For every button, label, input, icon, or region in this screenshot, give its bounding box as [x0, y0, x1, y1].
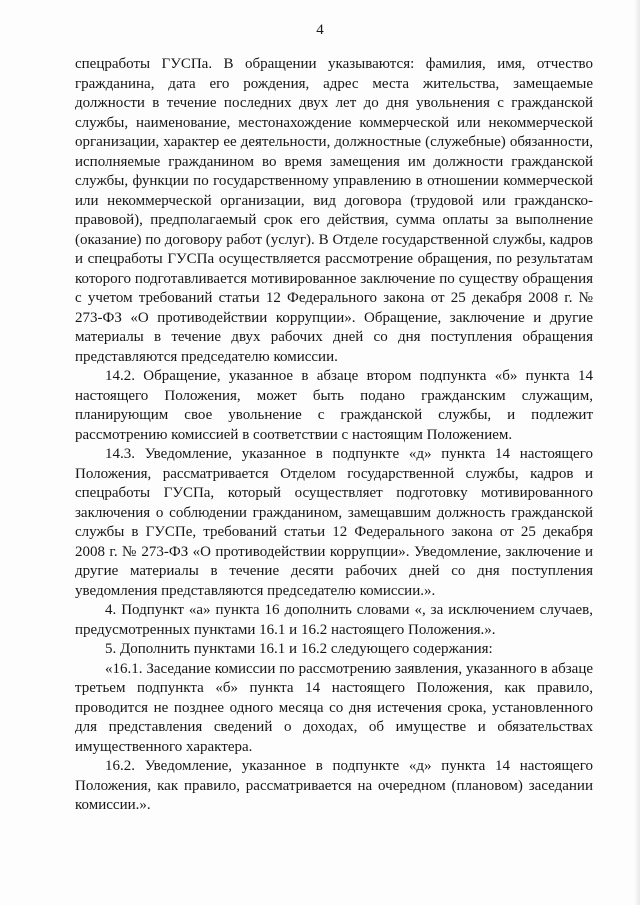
paragraph-16-2: 16.2. Уведомление, указанное в подпункте «д» пункта 14 настоящего Положения, как правило, рассматривается на очередном (плановом) заседании комиссии.».	[75, 758, 593, 813]
paragraph-continuation: спецработы ГУСПа. В обращении указываются: фамилия, имя, отчество гражданина, дата его рождения, адрес места жительства, замещаемые должности в течение последних двух лет до дня увольнения с гражданской службы, наименование, местонахождение коммерческой или некоммерческой организации, характер ее деятельности, должностные (служебные) обязанности, исполняемые гражданином во время замещения им должности гражданской службы, функции по государственному управлению в отношении коммерческой или некоммерческой организации, вид договора (трудовой или гражданско-правовой), предполагаемый срок его действия, сумма оплаты за выполнение (оказание) по договору работ (услуг). В Отделе государственной службы, кадров и спецработы ГУСПа осуществляется рассмотрение обращения, по результатам которого подготавливается мотивированное заключение по существу обращения с учетом требований статьи 12 Федерального закона от 25 декабря 2008 г. № 273-ФЗ «О противодействии коррупции». Обращение, заключение и другие материалы в течение двух рабочих дней со дня поступления обращения представляются председателю комиссии.	[75, 56, 593, 365]
paragraph-item-4: 4. Подпункт «а» пункта 16 дополнить словами «, за исключением случаев, предусмотренных пунктами 16.1 и 16.2 настоящего Положения.».	[75, 602, 593, 638]
paragraph-14-3: 14.3. Уведомление, указанное в подпункте «д» пункта 14 настоящего Положения, рассматривается Отделом государственной службы, кадров и спецработы ГУСПа, который осуществляет подготовку мотивированного заключения о соблюдении гражданином, замещавшим должность гражданской службы в ГУСПе, требований статьи 12 Федерального закона от 25 декабря 2008 г. № 273-ФЗ «О противодействии коррупции». Уведомление, заключение и другие материалы в течение десяти рабочих дней со дня поступления уведомления представляются председателю комиссии.».	[75, 446, 593, 599]
page-number: 4	[316, 22, 324, 38]
paragraph-16-1: «16.1. Заседание комиссии по рассмотрению заявления, указанного в абзаце третьем подпункта «б» пункта 14 настоящего Положения, как правило, проводится не позднее одного месяца со дня истечения срока, установленного для представления сведений о доходах, об имуществе и обязательствах имущественного характера.	[75, 660, 593, 755]
document-body	[75, 55, 593, 816]
paragraph-14-2: 14.2. Обращение, указанное в абзаце втором подпункта «б» пункта 14 настоящего Положения, может быть подано гражданским служащим, планирующим свое увольнение с гражданской службы, и подлежит рассмотрению комиссией в соответствии с настоящим Положением.	[75, 368, 593, 443]
paragraph-item-5: 5. Дополнить пунктами 16.1 и 16.2 следующего содержания:	[105, 641, 493, 657]
scan-edge-shadow	[634, 0, 640, 905]
